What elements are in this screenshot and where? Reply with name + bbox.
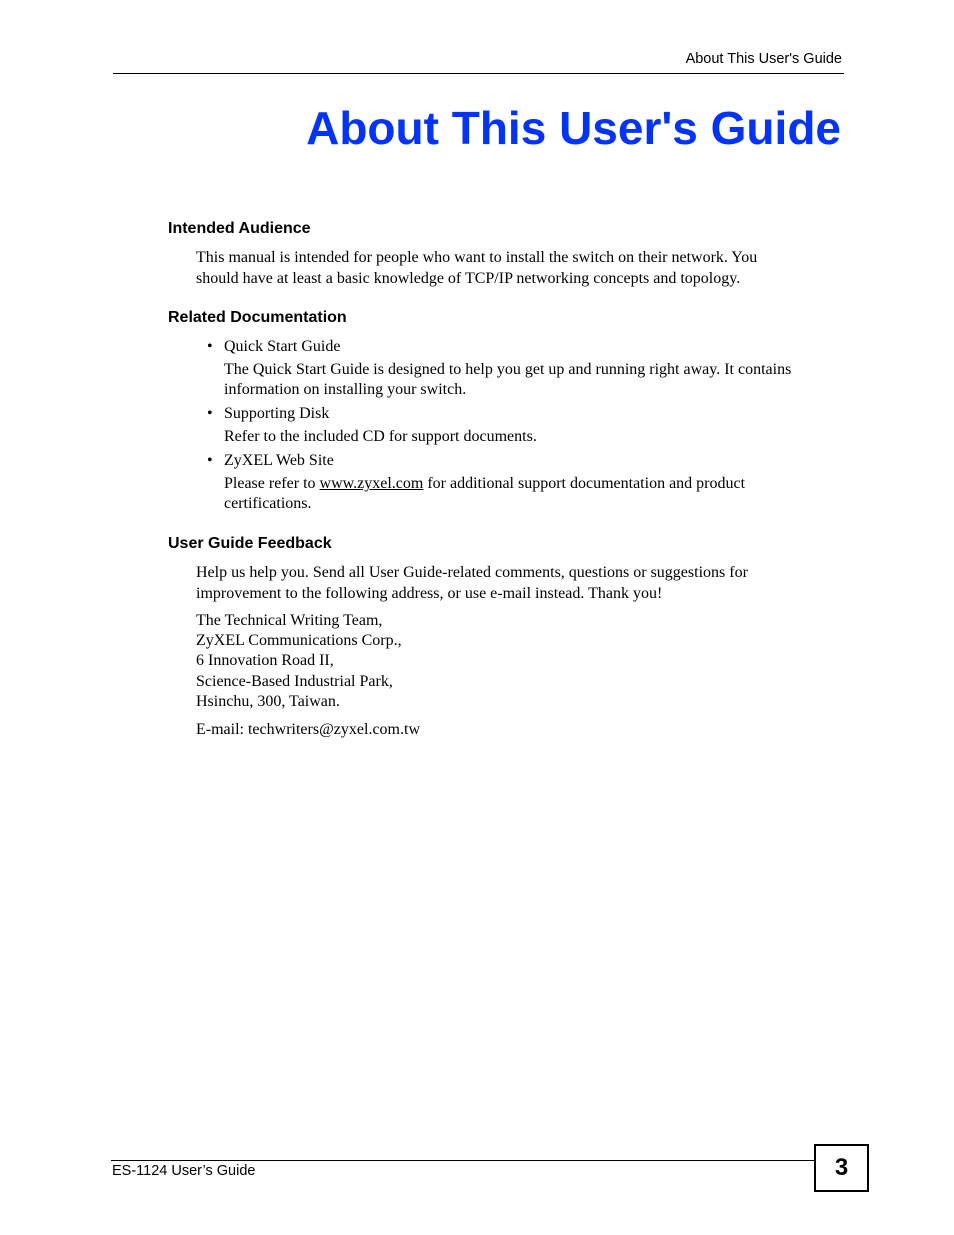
- address-line: The Technical Writing Team,: [196, 612, 383, 629]
- bullet-dot: •: [207, 452, 213, 469]
- address-line: ZyXEL Communications Corp.,: [196, 632, 402, 649]
- email-line: E-mail: techwriters@zyxel.com.tw: [196, 721, 420, 738]
- quick-start-desc-line-1: The Quick Start Guide is designed to help you get up and running right away. It contains: [224, 361, 792, 378]
- bullet-supporting-disk: Supporting Disk: [224, 405, 330, 422]
- bullet-zyxel-web-site: ZyXEL Web Site: [224, 452, 334, 469]
- bullet-dot: •: [207, 338, 213, 355]
- address-line: Science-Based Industrial Park,: [196, 673, 393, 690]
- feedback-line-2: improvement to the following address, or use e-mail instead. Thank you!: [196, 585, 663, 602]
- bullet-quick-start-guide: Quick Start Guide: [224, 338, 341, 355]
- address-line: 6 Innovation Road II,: [196, 652, 334, 669]
- bullet-dot: •: [207, 405, 213, 422]
- supporting-disk-desc: Refer to the included CD for support documents.: [224, 428, 537, 445]
- intended-audience-line-2: should have at least a basic knowledge of TCP/IP networking concepts and topology.: [196, 270, 741, 287]
- running-header: About This User's Guide: [685, 51, 842, 67]
- quick-start-desc-line-2: information on installing your switch.: [224, 381, 467, 398]
- page-number-box: 3: [814, 1144, 869, 1192]
- section-heading-related-documentation: Related Documentation: [168, 309, 347, 326]
- zyxel-web-site-desc-line-1: [224, 474, 839, 494]
- zyxel-web-site-desc-line-2: certifications.: [224, 495, 312, 512]
- section-heading-intended-audience: Intended Audience: [168, 220, 311, 237]
- desc-suffix: for additional support documentation and product: [423, 475, 746, 492]
- page-title: About This User's Guide: [306, 102, 841, 154]
- desc-prefix: Please refer to: [224, 475, 320, 492]
- zyxel-website-link[interactable]: www.zyxel.com: [319, 475, 424, 492]
- section-heading-user-guide-feedback: User Guide Feedback: [168, 535, 332, 552]
- address-line: Hsinchu, 300, Taiwan.: [196, 693, 340, 710]
- header-rule: [113, 73, 844, 74]
- feedback-line-1: Help us help you. Send all User Guide-related comments, questions or suggestions for: [196, 564, 748, 581]
- footer-guide-name: ES-1124 User’s Guide: [112, 1163, 256, 1179]
- intended-audience-line-1: This manual is intended for people who want to install the switch on their network. You: [196, 249, 758, 266]
